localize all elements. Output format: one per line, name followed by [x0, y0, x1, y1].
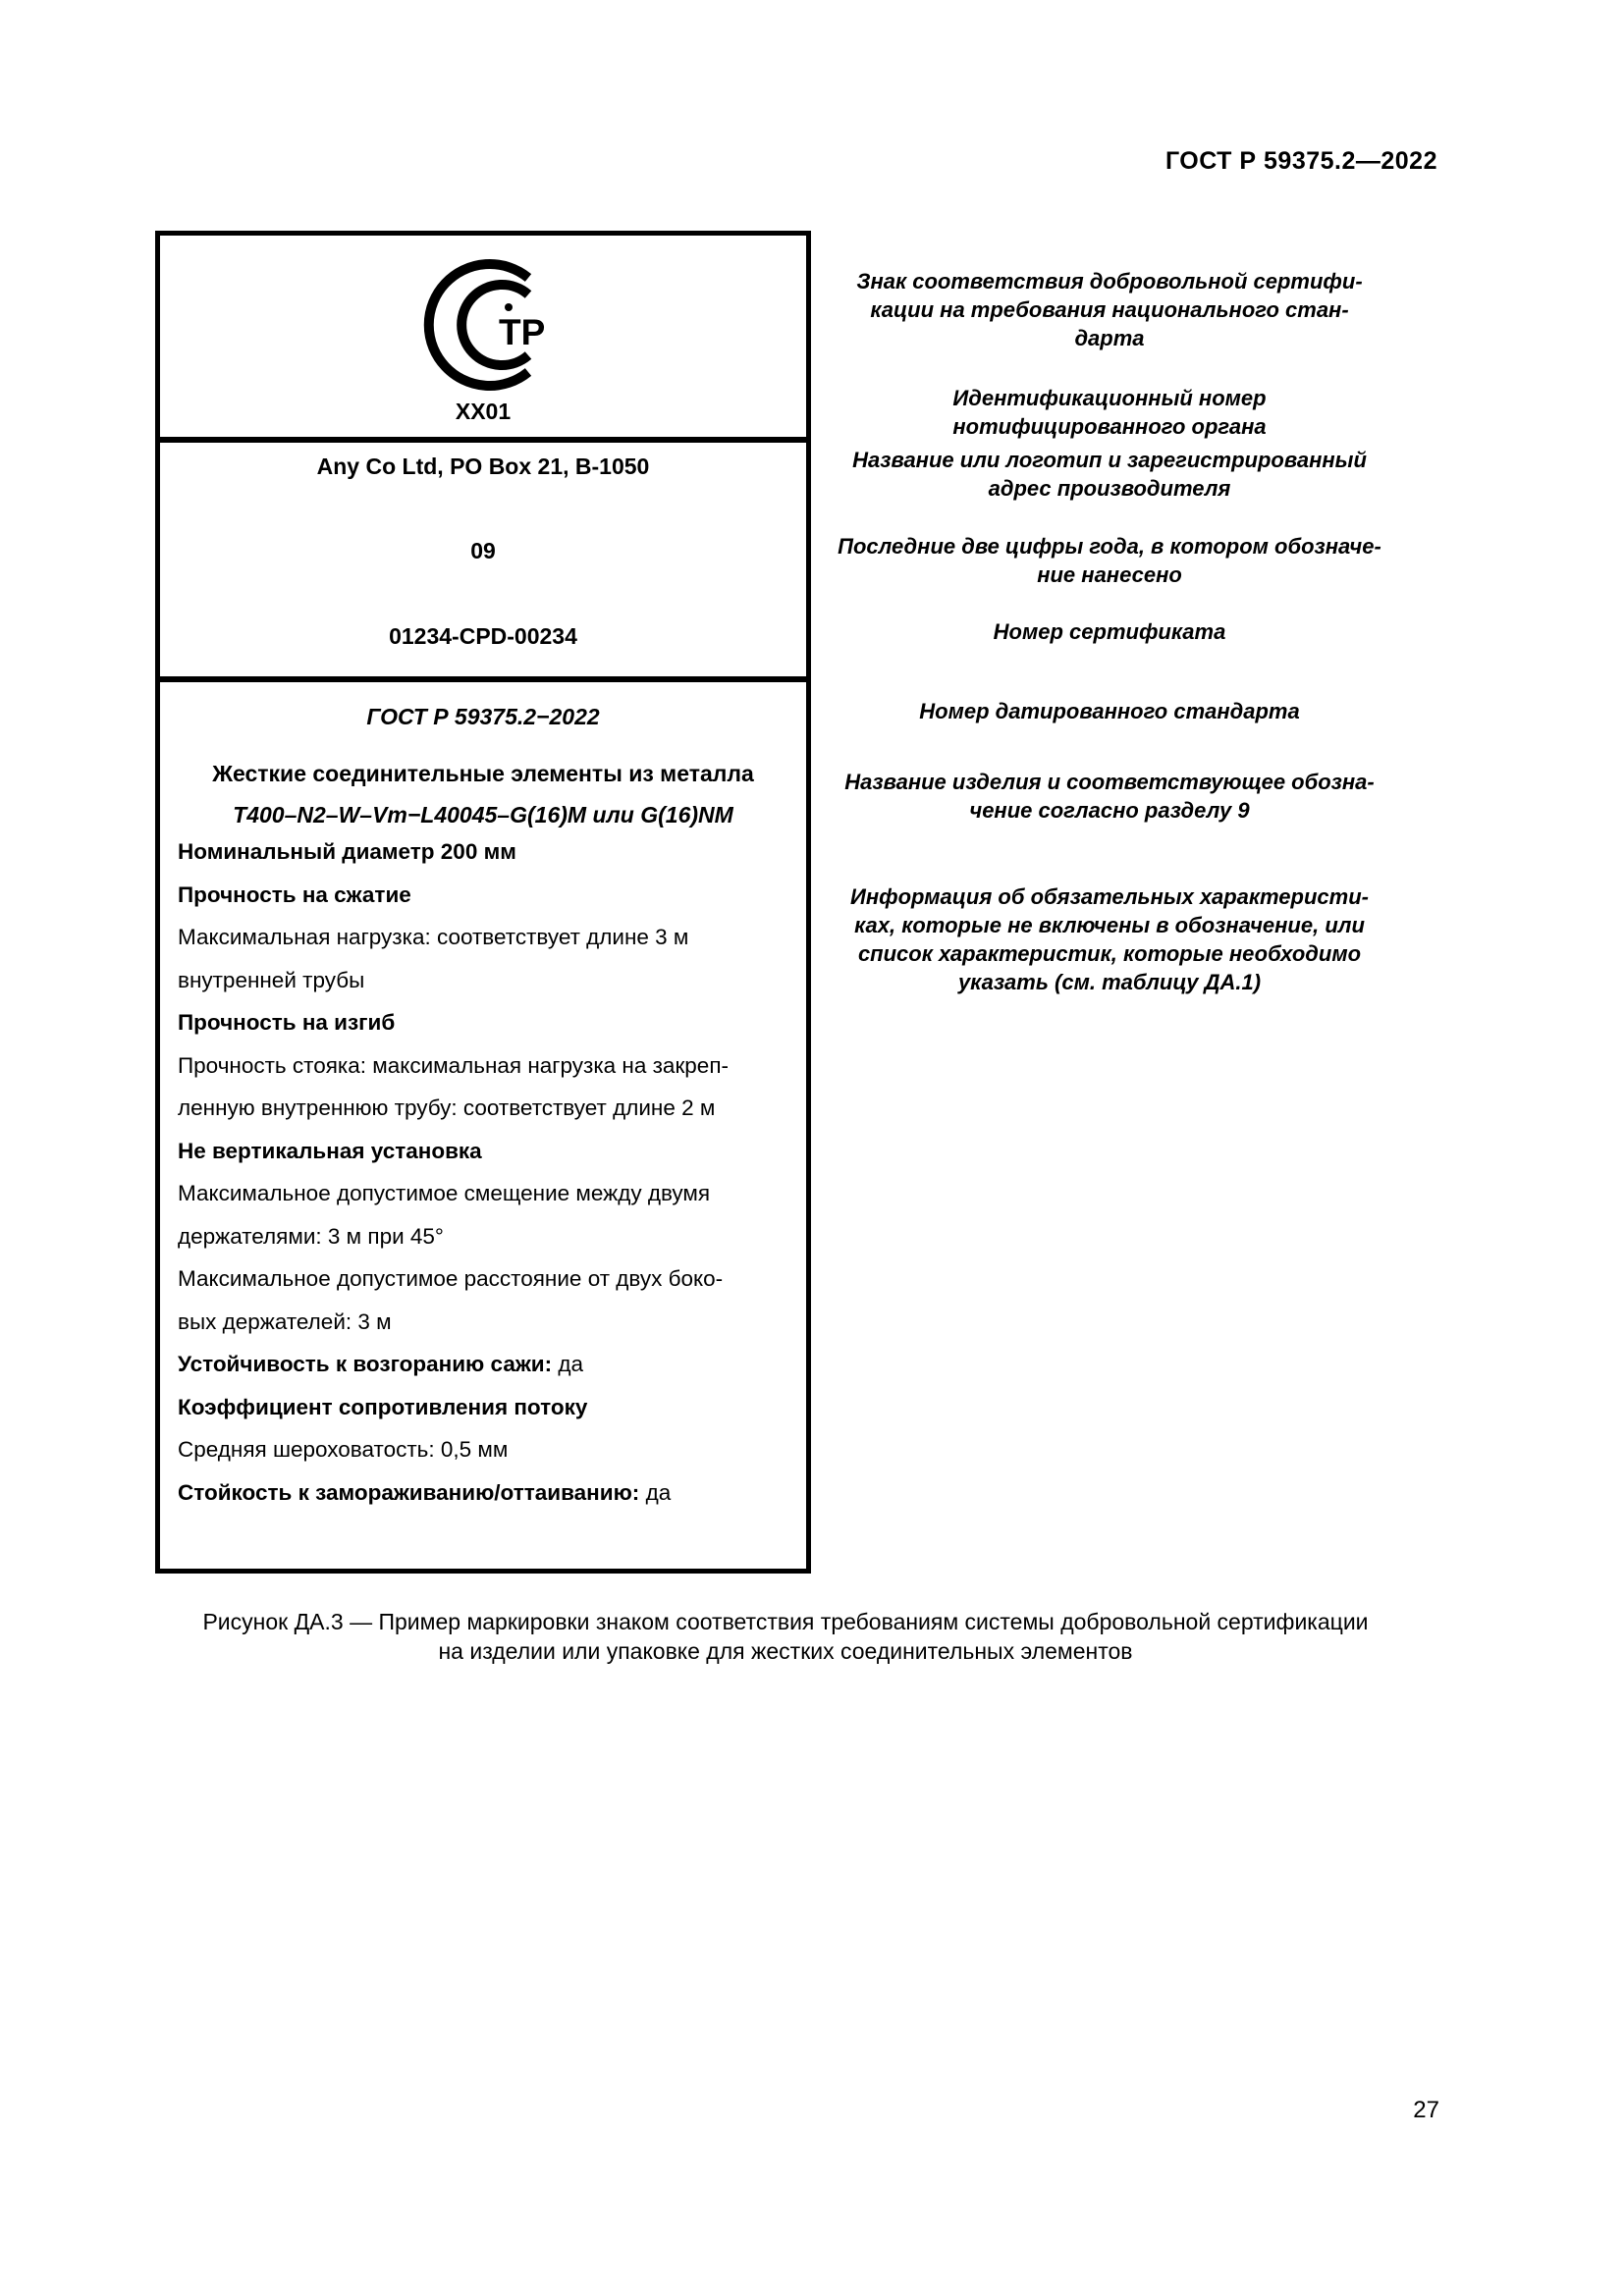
annotation-year: Последние две цифры года, в котором обозначе- ние нанесено [838, 534, 1381, 587]
manufacturer-address: Any Co Ltd, PO Box 21, B-1050 [316, 454, 650, 479]
characteristic-line: держателями: 3 м при 45° [178, 1223, 444, 1249]
ctr-conformity-mark-icon [394, 251, 570, 399]
caption-line: Рисунок ДА.3 — Пример маркировки знаком соответствия требованиям системы добровольной сертификации [202, 1609, 1369, 1634]
logo-letters: ТР [499, 312, 546, 352]
logo-dot [505, 303, 513, 311]
notified-body-id: XX01 [455, 399, 512, 424]
characteristic-line: Прочность стояка: максимальная нагрузка на закреп- [178, 1052, 729, 1078]
characteristic-line: Коэффициент сопротивления потоку [178, 1394, 588, 1419]
annotation-standard: Номер датированного стандарта [919, 699, 1300, 723]
characteristic-line: вых держателей: 3 м [178, 1308, 392, 1334]
standard-reference: ГОСТ Р 59375.2−2022 [366, 704, 600, 729]
characteristic-line: Максимальное допустимое расстояние от двух боко- [178, 1266, 724, 1291]
caption-line: на изделии или упаковке для жестких соединительных элементов [438, 1638, 1133, 1664]
annotation-conformity-mark: Знак соответствия добровольной сертифи- кации на требования национального стан- дарта [856, 269, 1363, 350]
product-name: Жесткие соединительные элементы из металла [212, 761, 754, 786]
year-digits: 09 [470, 538, 496, 563]
product-info-box [155, 677, 811, 1574]
characteristic-line: Прочность на изгиб [178, 1010, 396, 1035]
product-designation: T400–N2–W–Vm−L40045–G(16)M или G(16)NM [233, 802, 733, 828]
characteristic-line: Устойчивость к возгоранию сажи: да [178, 1352, 584, 1376]
characteristic-line: Номинальный диаметр 200 мм [178, 839, 516, 864]
conformity-mark-box [155, 231, 811, 442]
figure-caption [98, 1607, 1473, 1666]
characteristics-list [178, 830, 791, 1514]
annotation-notified-body: Идентификационный номер нотифицированного органа [952, 386, 1267, 439]
certificate-number: 01234-CPD-00234 [389, 623, 577, 649]
annotation-manufacturer: Название или логотип и зарегистрированный адрес производителя [852, 448, 1367, 501]
characteristic-line: Прочность на сжатие [178, 881, 411, 907]
annotation-product: Название изделия и соответствующее обозна- чение согласно разделу 9 [844, 770, 1375, 823]
characteristic-line: ленную внутреннюю трубу: соответствует длине 2 м [178, 1095, 716, 1120]
annotation-characteristics: Информация об обязательных характеристи- ках, которые не включены в обозначение, или список характеристик, которые необходимо указать (см. таблицу ДА.1) [850, 884, 1369, 994]
characteristic-line: внутренней трубы [178, 967, 365, 992]
page-number: 27 [1413, 2097, 1439, 2123]
characteristic-line: Не вертикальная установка [178, 1138, 482, 1163]
annotation-certificate: Номер сертификата [993, 619, 1226, 644]
document-header: ГОСТ Р 59375.2—2022 [1164, 147, 1437, 175]
manufacturer-box [155, 438, 811, 681]
characteristic-line: Средняя шероховатость: 0,5 мм [178, 1437, 509, 1462]
characteristic-line: Стойкость к замораживанию/оттаиванию: да [178, 1479, 672, 1505]
characteristic-line: Максимальная нагрузка: соответствует длине 3 м [178, 925, 689, 949]
characteristic-line: Максимальное допустимое смещение между двумя [178, 1181, 711, 1205]
